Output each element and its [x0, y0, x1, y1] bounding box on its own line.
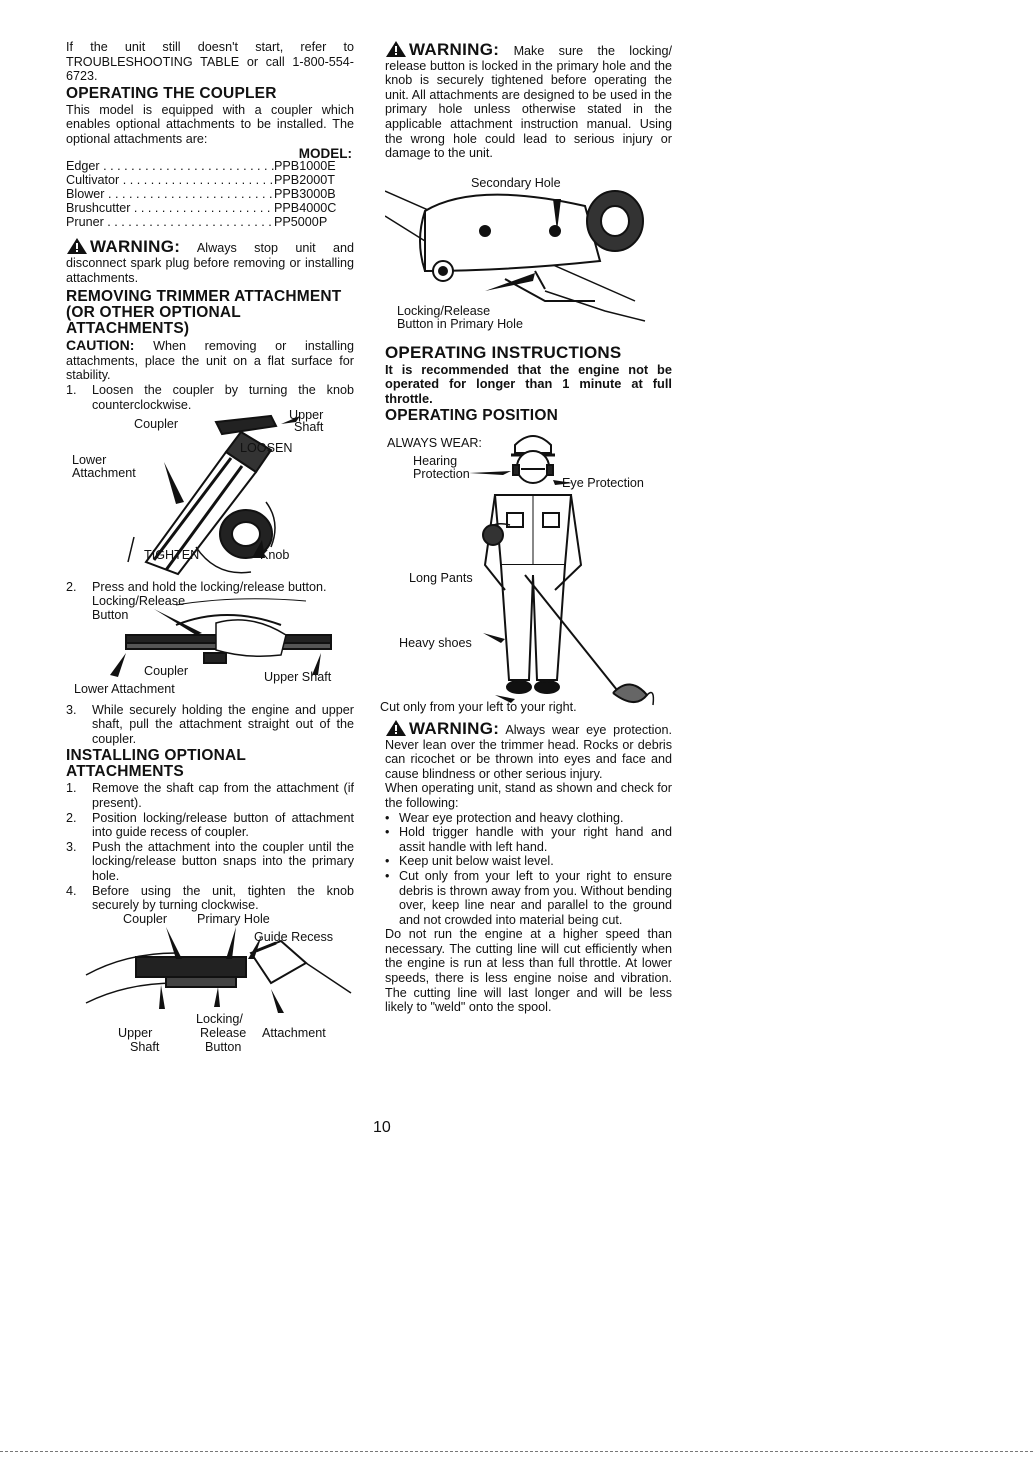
list-item: 3. Push the attachment into the coupler until the locking/release button snaps into the primary hole.	[66, 839, 354, 884]
label-knob: Knob	[260, 548, 290, 563]
warning-label: WARNING:	[409, 40, 500, 59]
label-long-pants: Long Pants	[409, 570, 473, 585]
list-item: 1. Remove the shaft cap from the attachment (if present).	[66, 781, 354, 811]
warning-label: WARNING:	[90, 237, 181, 257]
label-shaft: Shaft	[294, 420, 324, 435]
label-locking: Locking/	[196, 1011, 243, 1026]
model-list	[66, 147, 354, 230]
model-row: Pruner . . . PP5000P	[66, 216, 354, 230]
label-coupler: Coupler	[134, 417, 179, 432]
check-list	[385, 811, 672, 928]
intro-text: If the unit still doesn't start, refer to TROUBLESHOOTING TABLE or call 1-800-554-6723.	[66, 40, 354, 84]
warning-text: Make sure the locking/ release button is locked in the primary hole and the knob is securely tightened before operating the unit. All attachments are designed to be used in the primary hole unless otherwise stated in the applicable attachment instruction manual. Using the wrong hole could lead to serious injury or damage to the unit.	[385, 44, 673, 161]
label-attachment: Attachment	[72, 466, 136, 481]
list-item: • Wear eye protection and heavy clothing.	[385, 810, 624, 825]
warning-1	[66, 237, 354, 285]
operating-position-figure	[380, 425, 672, 715]
label-tighten: TIGHTEN	[144, 548, 200, 563]
install-figure	[66, 913, 354, 1053]
page-number: 10	[373, 1119, 391, 1136]
list-item: 4. Before using the unit, tighten the knob securely by turning clockwise.	[66, 883, 354, 913]
removing-heading: REMOVING TRIMMER ATTACHMENT (OR OTHER OPTIONAL ATTACHMENTS)	[66, 288, 342, 338]
caution-label: CAUTION:	[66, 337, 135, 354]
label-lower: Lower	[72, 453, 107, 468]
label-secondary-hole: Secondary Hole	[471, 175, 561, 190]
install-steps	[66, 781, 354, 912]
closing-text: Do not run the engine at a higher speed than necessary. The cutting line will cut efficiently when the engine is run at less than full throttle. At lower speeds, there is less engine noise and vibration. The cutting line will last longer and will be less likely to "weld" onto the spool.	[385, 927, 672, 1015]
model-header: MODEL:	[298, 145, 352, 161]
remove-steps-2	[66, 580, 354, 595]
label-primary-hole: Primary Hole	[197, 911, 270, 926]
label-protection: Protection	[413, 466, 470, 481]
warning-2	[385, 40, 672, 161]
label-button-primary-hole: Button in Primary Hole	[397, 316, 523, 331]
label-cut-direction: Cut only from your left to your right.	[380, 699, 577, 714]
label-always-wear: ALWAYS WEAR:	[387, 435, 482, 450]
caution-paragraph	[66, 338, 354, 383]
label-locking-release: Locking/Release	[92, 593, 186, 608]
hole-figure	[385, 161, 672, 341]
label-eye-protection: Eye Protection	[562, 475, 644, 490]
label-loosen: LOOSEN	[240, 441, 293, 456]
list-item: 2. Position locking/release button of attachment into guide recess of coupler.	[66, 810, 354, 840]
model-row: Brushcutter . . . PPB4000C	[66, 202, 354, 216]
page-edge-rule	[0, 1451, 1033, 1452]
model-row: Cultivator . . . PPB2000T	[66, 174, 354, 188]
warning-label: WARNING:	[409, 718, 500, 738]
instructions-bold-text: It is recommended that the engine not be operated for longer than 1 minute at full throttle.	[385, 361, 672, 406]
label-hearing: Hearing	[413, 453, 458, 468]
label-upper-shaft: Upper Shaft	[264, 669, 332, 684]
warning-text: Always stop unit and disconnect spark plug before removing or installing attachments.	[66, 241, 354, 285]
warning-text: Always wear eye protection. Never lean over the trimmer head. Rocks or debris can ricochet or be thrown into eyes and face and cause blindness or other serious injury.	[385, 722, 672, 781]
label-lower-attachment: Lower Attachment	[74, 681, 175, 696]
warning-3	[385, 719, 672, 781]
coupler-heading: OPERATING THE COUPLER	[66, 84, 277, 102]
operating-instructions-heading: OPERATING INSTRUCTIONS	[385, 342, 622, 362]
list-item: • Hold trigger handle with your right hand and assit handle with left hand.	[385, 825, 672, 854]
label-guide-recess: Guide Recess	[254, 929, 334, 944]
list-item: 2. Press and hold the locking/release button.	[66, 580, 327, 595]
label-button: Button	[92, 607, 129, 622]
label-heavy-shoes: Heavy shoes	[399, 635, 472, 650]
list-item: 3. While securely holding the engine and upper shaft, pull the attachment straight out of the coupler.	[66, 702, 354, 746]
stand-text: When operating unit, stand as shown and check for the following:	[385, 781, 672, 810]
label-coupler: Coupler	[123, 911, 168, 926]
right-column	[380, 40, 673, 1015]
label-upper: Upper	[118, 1025, 153, 1040]
label-shaft: Shaft	[130, 1039, 160, 1054]
operating-position-heading: OPERATING POSITION	[385, 406, 558, 424]
caution-text: When removing or installing attachments, place the unit on a flat surface for stability.	[66, 339, 354, 383]
installing-heading: INSTALLING OPTIONAL ATTACHMENTS	[66, 747, 246, 781]
warning-icon	[385, 40, 407, 58]
list-item: • Cut only from your left to your right to ensure debris is thrown away from you. Without bending over, keep line near and parallel to the ground and not crowded into material being cut.	[385, 868, 672, 927]
list-item: • Keep unit below waist level.	[385, 854, 554, 869]
coupler-knob-illustration	[66, 412, 354, 580]
model-row: Blower . . . PPB3000B	[66, 188, 354, 202]
warning-icon	[385, 719, 407, 737]
locking-button-figure	[66, 595, 354, 703]
label-release: Release	[200, 1025, 247, 1040]
label-locking-release: Locking/Release	[397, 303, 491, 318]
list-item: 1. Loosen the coupler by turning the knob counterclockwise.	[66, 382, 354, 412]
coupler-text: This model is equipped with a coupler which enables optional attachments to be installed. The optional attachments are:	[66, 102, 354, 146]
remove-steps-3	[66, 703, 354, 747]
label-upper: Upper	[289, 408, 324, 423]
label-attachment: Attachment	[262, 1025, 326, 1040]
label-button: Button	[205, 1039, 242, 1054]
coupler-knob-figure	[66, 408, 354, 580]
warning-icon	[66, 237, 88, 255]
left-column	[66, 40, 354, 1053]
model-row: Edger . . . PPB1000E	[66, 160, 354, 174]
label-coupler: Coupler	[144, 663, 189, 678]
